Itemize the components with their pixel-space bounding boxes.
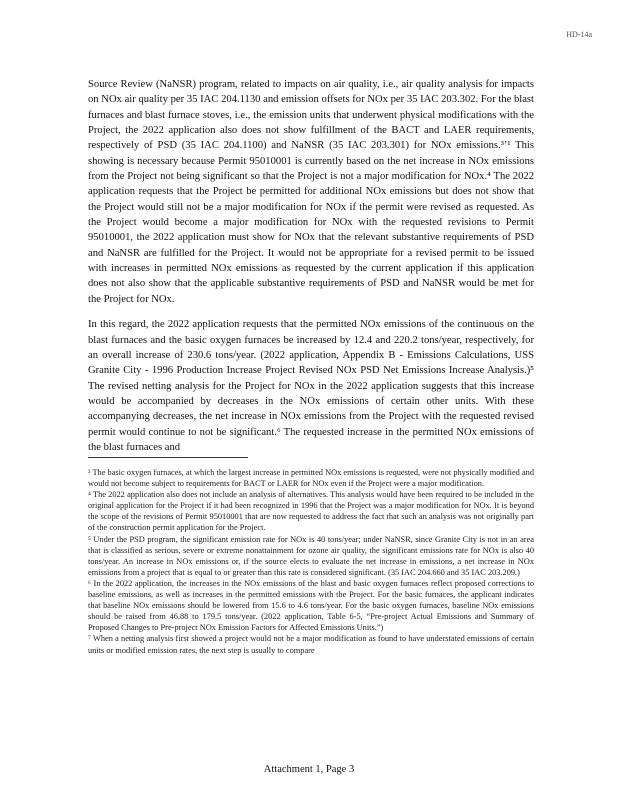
footnotes [88, 467, 534, 656]
body-paragraph: In this regard, the 2022 application requests that the permitted NOx emissions of the continuous on the blast furnaces and the basic oxygen furnaces be increased by 12.4 and 220.2 tons/year, respectively, for an overall increase of 230.6 tons/year. (2022 application, Appendix B - Emissions Calculations, USS Granite City - 1996 Production Increase Project Revised NOx PSD Net Emissions Increase Analysis.)⁵ The revised netting analysis for the Project for NOx in the 2022 application suggests that this increase would be accompanied by decreases in the NOx emissions of certain other units. With these accompanying decreases, the net increase in NOx emissions from the Project with the requested revised permit would continue to not be significant.⁶ The requested increase in the permitted NOx emissions of the blast furnaces and [88, 319, 534, 453]
footnote: ⁶ In the 2022 application, the increases in the NOx emissions of the blast and basic oxygen furnaces reflect proposed corrections to baseline emissions, as well as increases in the permitted emissions with the Project. For the basic furnaces, the applicant indicates that baseline NOx emissions should be lowered from 15.6 to 4.6 tons/year. For the basic oxygen furnaces, baseline NOx emissions should be raised from 46.88 to 179.5 tons/year. (2022 application, Table 6-5, “Pre-project Actual Emissions and Summary of Proposed Changes to Pre-project NOx Emission Factors for Affected Emissions Units.”) [88, 578, 534, 633]
body-text [88, 77, 534, 465]
footnote-divider [88, 457, 248, 458]
footnote: ⁵ Under the PSD program, the significant emission rate for NOx is 40 tons/year; under NaNSR, since Granite City is not in an area that is classified as serious, severe or extreme nonattainment for ozone air quality, the significant emissions rate for NOx is also 40 tons/year. An increase in NOx emissions or, if the source elects to evaluate the net increase in emissions, a net increase in NOx emissions from a project that is equal to or greater than this rate is considered significant. (35 IAC 204.660 and 35 IAC 203.209.) [88, 534, 534, 577]
footnote: ⁴ The 2022 application also does not include an analysis of alternatives. This analysis would have been required to be included in the original application for the Project if it had been recognized in 1996 that the Project was a major modification for NOx. It is beyond the scope of the revisions of Permit 95010001 that are now requested to address the fact that such an analysis was not originally part of the construction permit application for the Project. [88, 490, 534, 533]
document-id: HD-14a [566, 30, 592, 39]
body-paragraph: Source Review (NaNSR) program, related to impacts on air quality, i.e., air quality analysis for impacts on NOx air quality per 35 IAC 204.1130 and emission offsets for NOx per 35 IAC 203.302. For the blast furnaces and blast furnace stoves, i.e., the emission units that underwent physical modifications with the Project, the 2022 application also does not show fulfillment of the BACT and LAER requirements, respectively of PSD (35 IAC 204.1100) and NaNSR (35 IAC 203.301) for NOx emissions.³’¹ This showing is necessary because Permit 95010001 is currently based on the net increase in NOx emissions from the Project not being significant so that the Project is not a major modification for NOx.⁴ The 2022 application requests that the Project be permitted for additional NOx emissions but does not show that the Project would still not be a major modification for NOx if the permit were revised as requested. As the Project would become a major modification for NOx with the requested revisions to Permit 95010001, the 2022 application must show for NOx that the relevant substantive requirements of PSD and NaNSR are fulfilled for the Project. It would not be appropriate for a revised permit to be issued with increases in permitted NOx emissions as requested by the current application if this application does not also show that the applicable substantive requirements of PSD and NaNSR would be met for the Project for NOx. [88, 79, 534, 305]
footnote: ⁷ When a netting analysis first showed a project would not be a major modification as found to have understated emissions of certain units or modified emission rates, the next step is usually to compare [88, 634, 534, 655]
page-footer: Attachment 1, Page 3 [263, 764, 355, 775]
footnote: ³ The basic oxygen furnaces, at which the largest increase in permitted NOx emissions is requested, were not physically modified and would not become subject to requirements for BACT or LAER for NOx even if the Project were a major modification. [88, 468, 534, 489]
